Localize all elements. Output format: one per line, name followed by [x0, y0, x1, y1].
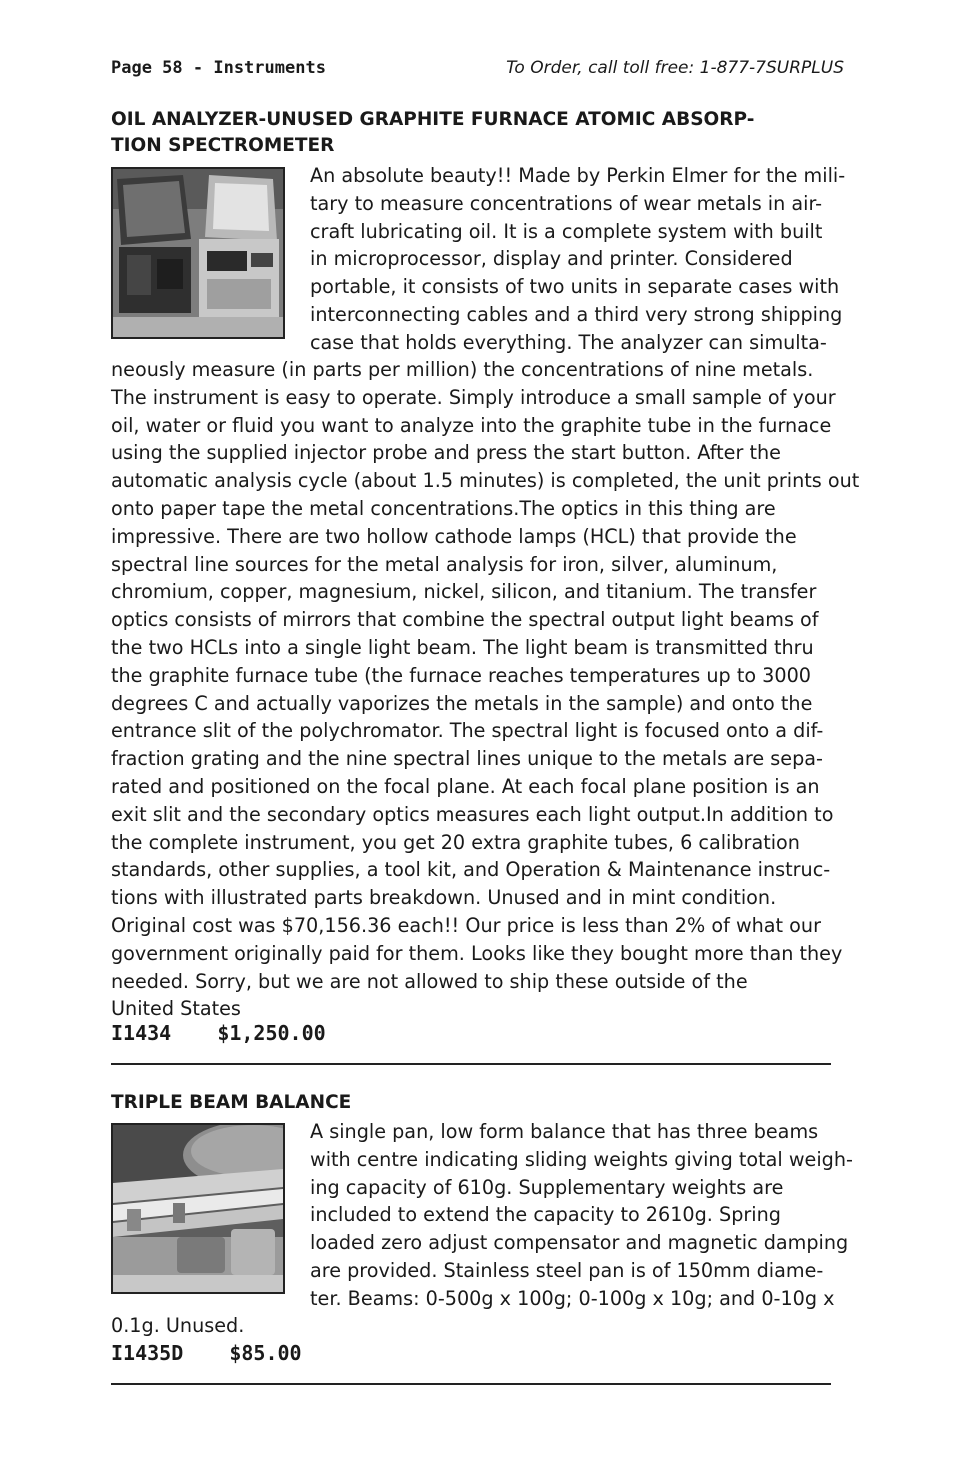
text-line: standards, other supplies, a tool kit, and Operation & Maintenance instruc-: [111, 858, 831, 882]
item-description-body: [111, 1312, 843, 1340]
text-line: fraction grating and the nine spectral lines unique to the metals are sepa-: [111, 747, 823, 771]
text-line: chromium, copper, magnesium, nickel, silicon, and titanium. The transfer: [111, 580, 817, 604]
text-line: 0.1g. Unused.: [111, 1314, 245, 1337]
text-line: rated and positioned on the focal plane. At each focal plane position is an: [111, 774, 820, 798]
page-section-label: Page 58 - Instruments: [111, 58, 326, 78]
item-description-body: [111, 356, 860, 1023]
order-phone-line: To Order, call toll free: 1-877-7SURPLUS: [506, 58, 844, 78]
text-line: neously measure (in parts per million) the concentrations of nine metals.: [111, 358, 814, 381]
text-line: exit slit and the secondary optics measures each light output.In addition to: [111, 802, 834, 826]
section-divider: [111, 1063, 831, 1065]
text-line: are provided. Stainless steel pan is of 150mm diame-: [310, 1258, 824, 1282]
text-line: using the supplied injector probe and press the start button. After the: [111, 441, 781, 465]
text-line: craft lubricating oil. It is a complete system with built: [310, 219, 823, 243]
product-photo-triple-beam-balance: [111, 1123, 285, 1294]
text-line: tary to measure concentrations of wear metals in air-: [310, 191, 823, 215]
text-line: case that holds everything. The analyzer can simulta-: [310, 330, 827, 354]
text-line: A single pan, low form balance that has three beams: [310, 1120, 819, 1143]
triple-beam-balance-photo: [113, 1125, 283, 1292]
oil-analyzer-photo: [113, 169, 283, 337]
text-line: entrance slit of the polychromator. The spectral light is focused onto a dif-: [111, 719, 824, 743]
text-line: tions with illustrated parts breakdown. Unused and in mint condition.: [111, 886, 777, 910]
text-line: impressive. There are two hollow cathode lamps (HCL) that provide the: [111, 524, 797, 548]
item-title: [111, 107, 831, 159]
text-line: Original cost was $70,156.36 each!! Our price is less than 2% of what our: [111, 913, 821, 937]
text-line: ing capacity of 610g. Supplementary weights are: [310, 1175, 784, 1199]
item-title: [111, 1090, 831, 1116]
item-description-wrap: [310, 1118, 853, 1313]
text-line: with centre indicating sliding weights giving total weigh-: [310, 1147, 853, 1171]
text-line: degrees C and actually vaporizes the metals in the sample) and onto the: [111, 691, 813, 715]
item-price-line: [111, 1021, 326, 1045]
item-sku: I1435D: [111, 1341, 184, 1365]
text-line: United States: [111, 997, 241, 1021]
text-line: the complete instrument, you get 20 extra graphite tubes, 6 calibration: [111, 830, 800, 854]
text-line: optics consists of mirrors that combine the spectral output light beams of: [111, 608, 819, 632]
text-line: needed. Sorry, but we are not allowed to ship these outside of the: [111, 969, 748, 993]
text-line: in microprocessor, display and printer. Considered: [310, 247, 793, 271]
text-line: the graphite furnace tube (the furnace reaches temperatures up to 3000: [111, 663, 812, 687]
text-line: The instrument is easy to operate. Simply introduce a small sample of your: [111, 385, 836, 409]
text-line: loaded zero adjust compensator and magnetic damping: [310, 1231, 849, 1255]
product-photo-oil-analyzer: [111, 167, 285, 339]
item-title-line: OIL ANALYZER-UNUSED GRAPHITE FURNACE ATOMIC ABSORP-: [111, 109, 755, 130]
item-price: $1,250.00: [217, 1021, 326, 1045]
section-divider: [111, 1383, 831, 1385]
text-line: spectral line sources for the metal analysis for iron, silver, aluminum,: [111, 552, 778, 576]
item-title-line: TION SPECTROMETER: [111, 135, 335, 156]
text-line: interconnecting cables and a third very strong shipping: [310, 302, 843, 326]
text-line: ter. Beams: 0-500g x 100g; 0-100g x 10g; and 0-10g x: [310, 1286, 835, 1310]
item-sku: I1434: [111, 1021, 172, 1045]
text-line: oil, water or fluid you want to analyze into the graphite tube in the furnace: [111, 413, 832, 437]
text-line: onto paper tape the metal concentrations.The optics in this thing are: [111, 496, 776, 520]
text-line: automatic analysis cycle (about 1.5 minutes) is completed, the unit prints out: [111, 469, 860, 493]
item-description-wrap: [310, 162, 845, 357]
text-line: included to extend the capacity to 2610g. Spring: [310, 1203, 781, 1227]
text-line: portable, it consists of two units in separate cases with: [310, 275, 840, 299]
page-header: [111, 58, 844, 84]
item-price-line: [111, 1341, 302, 1365]
item-price: $85.00: [229, 1341, 302, 1365]
text-line: An absolute beauty!! Made by Perkin Elmer for the mili-: [310, 164, 846, 187]
text-line: the two HCLs into a single light beam. The light beam is transmitted thru: [111, 635, 814, 659]
text-line: government originally paid for them. Looks like they bought more than they: [111, 941, 843, 965]
item-title-line: TRIPLE BEAM BALANCE: [111, 1092, 352, 1113]
